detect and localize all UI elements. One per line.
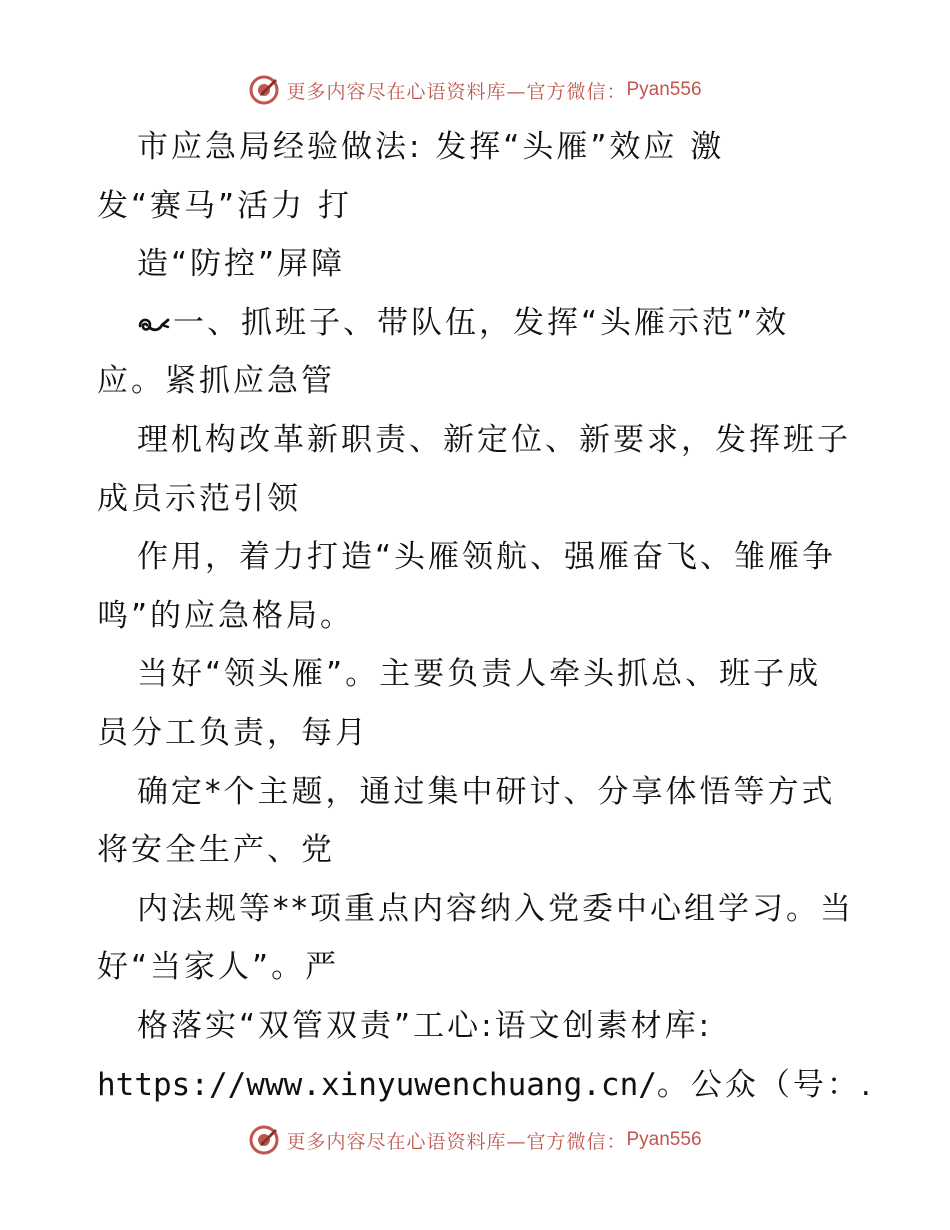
text-line: 成员示范引领 — [97, 480, 301, 517]
text-line-with-bullet — [97, 294, 877, 353]
banner-wechat-id: Pyan556 — [626, 1129, 702, 1150]
text-line: 确定*个主题，通过集中研讨、分享体悟等方式 — [137, 773, 836, 810]
text-line: 作用，着力打造“头雁领航、强雁奋飞、雏雁争 — [137, 539, 837, 576]
url-line-tail: 。公众（号：. — [656, 1066, 874, 1103]
text-line: 造“防控”屏障 — [137, 246, 346, 283]
text-line: 将安全生产、党 — [97, 832, 335, 869]
text-line: 员分工负责，每月 — [97, 714, 369, 751]
url-line — [97, 1056, 877, 1115]
text-line: 市应急局经验做法: 发挥“头雁”效应 激 — [137, 129, 725, 165]
ornament-bullet-icon — [137, 312, 171, 336]
banner-wechat-id: Pyan556 — [626, 79, 702, 100]
header-watermark-banner — [0, 70, 950, 110]
brand-logo-icon — [248, 74, 280, 106]
text-line-content: 一、抓班子、带队伍，发挥“头雁示范”效 — [173, 304, 790, 341]
document-body — [97, 118, 877, 1114]
url-text: https://www.xinyuwenchuang.cn/ — [97, 1066, 657, 1103]
text-line: 格落实“双管双责”工心:语文创素材库: — [137, 1007, 713, 1044]
brand-logo-icon — [248, 1124, 280, 1156]
banner-text: 更多内容尽在心语资料库—官方微信： — [286, 1130, 627, 1153]
text-line: 鸣”的应急格局。 — [97, 597, 355, 634]
text-line: 当好“领头雁”。主要负责人牵头抓总、班子成 — [137, 656, 822, 693]
text-line: 内法规等**项重点内容纳入党委中心组学习。当 — [137, 890, 854, 927]
banner-text: 更多内容尽在心语资料库—官方微信： — [286, 80, 627, 103]
text-line: 好“当家人”。严 — [97, 949, 340, 986]
text-line: 应。紧抓应急管 — [97, 363, 335, 400]
footer-watermark-banner — [0, 1120, 950, 1160]
text-line: 理机构改革新职责、新定位、新要求，发挥班子 — [137, 421, 851, 458]
text-line: 发“赛马”活力 打 — [97, 187, 352, 224]
